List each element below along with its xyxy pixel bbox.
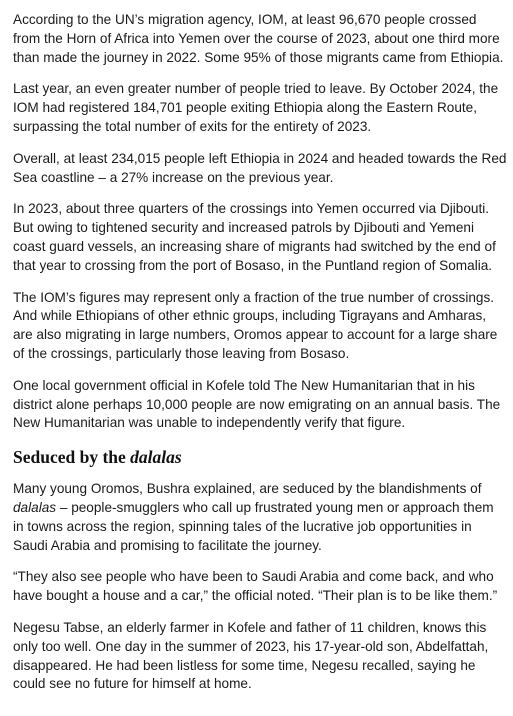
paragraph-exits-2024: Last year, an even greater number of people tried to leave. By October 2024, the IOM had registered 184,701 people exiting Ethiopia along the Eastern Route, surpassing the total number of exits for the entirety of 2023. [13, 81, 499, 134]
section-heading-italic: dalalas [130, 447, 182, 468]
paragraph-official-quote: “They also see people who have been to Saudi Arabia and come back, and who have bought a house and a car,” the official noted. “Their plan is to be like them.” [13, 569, 498, 604]
paragraph-iom-crossings: According to the UN’s migration agency, IOM, at least 96,670 people crossed from the Horn of Africa into Yemen over the course of 2023, about one third more than made the journey in 2022. Some 95% of those migrants came from Ethiopia. [13, 12, 504, 65]
paragraph-djibouti-bosaso: In 2023, about three quarters of the crossings into Yemen occurred via Djibouti. But owing to tightened security and increased patrols by Djibouti and Yemeni coast guard vessels, an increasing share of migrants had switched by the end of that year to crossing from the port of Bosaso, in the Puntland region of Somalia. [13, 201, 496, 273]
paragraph-overall-2024: Overall, at least 234,015 people left Ethiopia in 2024 and headed towards the Red Sea coastline – a 27% increase on the previous year. [13, 150, 507, 185]
section-heading-prefix: Seduced by the [13, 447, 131, 468]
paragraph-dalalas-italic: dalalas [13, 499, 57, 515]
paragraph-dalalas-after: – people-smugglers who call up frustrated young men or approach them in towns across the region, spinning tales of the lucrative job opportunities in Saudi Arabia and promising to facilitate the journey. [13, 499, 494, 553]
paragraph-iom-figures: The IOM’s figures may represent only a fraction of the true number of crossings. And while Ethiopians of other ethnic groups, including Tigrayans and Amharas, are also migrating in large numbers, Oromos appear to account for a large share of the crossings, particularly those leaving from Bosaso. [13, 289, 498, 361]
paragraph-dalalas [13, 480, 507, 555]
paragraph-kofele-official: One local government official in Kofele told The New Humanitarian that in his district alone perhaps 10,000 people are now emigrating on an annual basis. The New Humanitarian was unable to independently verify that figure. [13, 377, 501, 431]
paragraph-negesu-tabse: Negesu Tabse, an elderly farmer in Kofele and father of 11 children, knows this only too well. One day in the summer of 2023, his 17-year-old son, Abdelfattah, disappeared. He had been listless for some time, Negesu recalled, saying he could see no future for himself at home. [13, 619, 489, 692]
section-heading [13, 446, 507, 468]
paragraph-dalalas-before: Many young Oromos, Bushra explained, are seduced by the blandishments of [13, 481, 482, 497]
